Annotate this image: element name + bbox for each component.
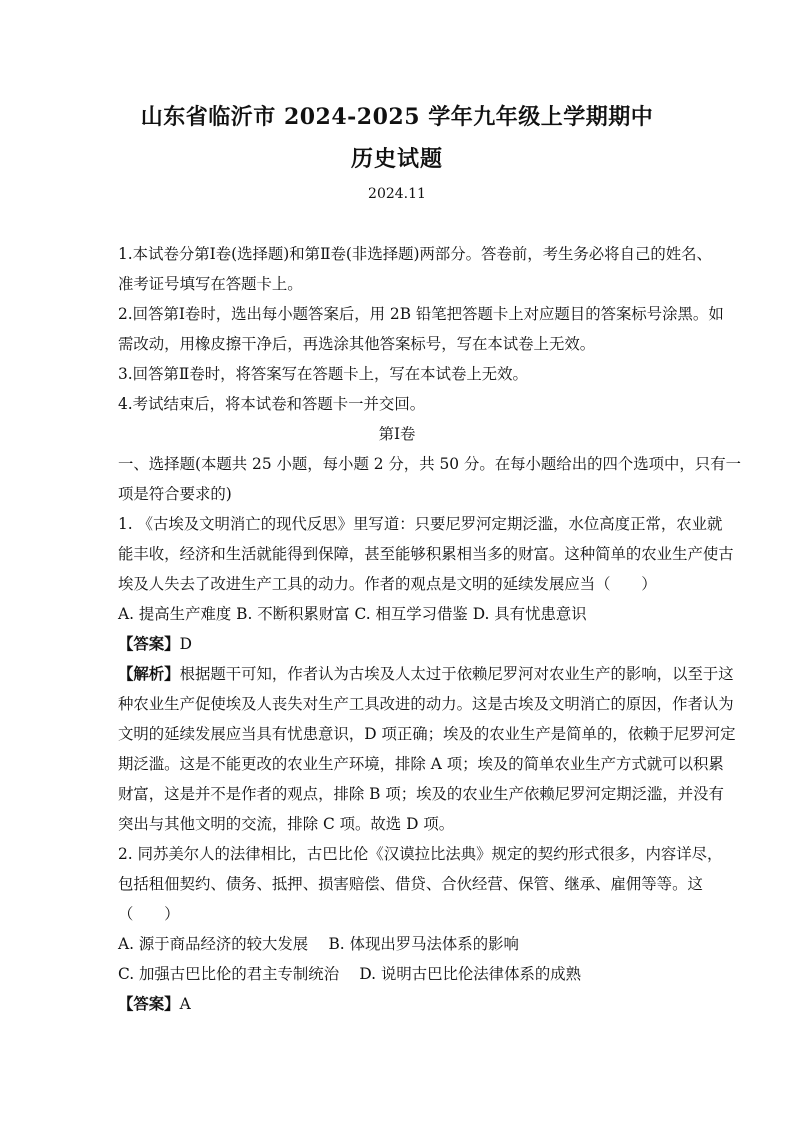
answer-tag: 【答案】 <box>118 995 180 1013</box>
question-2-option: C. 加强古巴比伦的君主专制统治 D. 说明古巴比伦法律体系的成熟 <box>118 965 582 983</box>
answer-tag: 【答案】 <box>118 635 180 653</box>
question-1-analysis <box>118 663 734 685</box>
section-heading: 项是符合要求的) <box>118 485 232 503</box>
instruction-line: 准考证号填写在答题卡上。 <box>118 275 303 293</box>
question-2-stem: 包括租佃契约、债务、抵押、损害赔偿、借贷、合伙经营、保管、继承、雇佣等等。这 <box>118 875 703 893</box>
analysis-text: 突出与其他文明的交流，排除 C 项。故选 D 项。 <box>118 815 455 833</box>
question-1-stem: 1. 《古埃及文明消亡的现代反思》里写道：只要尼罗河定期泛滥，水位高度正常，农业就 <box>118 515 723 533</box>
question-2-stem: （ ） <box>118 905 180 923</box>
question-1-options: A. 提高生产难度 B. 不断积累财富 C. 相互学习借鉴 D. 具有忧患意识 <box>118 605 587 623</box>
exam-date: 2024.11 <box>368 186 426 202</box>
question-1-stem: 埃及人失去了改进生产工具的动力。作者的观点是文明的延续发展应当（ ） <box>118 575 657 593</box>
exam-subject: 历史试题 <box>350 146 443 172</box>
instruction-line: 需改动，用橡皮擦干净后，再选涂其他答案标号，写在本试卷上无效。 <box>118 335 596 353</box>
question-2-option: A. 源于商品经济的较大发展 B. 体现出罗马法体系的影响 <box>118 935 519 953</box>
question-1-answer <box>118 633 678 655</box>
analysis-text: 根据题干可知，作者认为古埃及人太过于依赖尼罗河对农业生产的影响，以至于这 <box>179 665 734 683</box>
instruction-line: 3.回答第Ⅱ卷时，将答案写在答题卡上，写在本试卷上无效。 <box>118 365 528 383</box>
analysis-text: 文明的延续发展应当具有忧患意识，D 项正确；埃及的农业生产是简单的，依赖于尼罗河定 <box>118 725 736 743</box>
volume-label: 第Ⅰ卷 <box>378 425 416 443</box>
question-2-answer <box>118 993 678 1015</box>
exam-title: 山东省临沂市 2024-2025 学年九年级上学期期中 <box>140 104 654 130</box>
answer-value: A <box>179 995 191 1013</box>
instruction-line: 4.考试结束后，将本试卷和答题卡一并交回。 <box>118 395 426 413</box>
analysis-tag: 【解析】 <box>118 665 180 683</box>
section-heading: 一、选择题(本题共 25 小题，每小题 2 分，共 50 分。在每小题给出的四个选项中，只有一 <box>118 455 741 473</box>
answer-value: D <box>179 635 192 653</box>
instruction-line: 1.本试卷分第Ⅰ卷(选择题)和第Ⅱ卷(非选择题)两部分。答卷前，考生务必将自己的姓名、 <box>118 245 712 263</box>
question-2-stem: 2. 同苏美尔人的法律相比，古巴比伦《汉谟拉比法典》规定的契约形式很多，内容详尽， <box>118 845 723 863</box>
analysis-text: 财富，这是并不是作者的观点，排除 B 项；埃及的农业生产依赖尼罗河定期泛滥，并没有 <box>118 785 724 803</box>
question-1-stem: 能丰收，经济和生活就能得到保障，甚至能够积累相当多的财富。这种简单的农业生产使古 <box>118 545 734 563</box>
analysis-text: 种农业生产促使埃及人丧失对生产工具改进的动力。这是古埃及文明消亡的原因，作者认为 <box>118 695 734 713</box>
analysis-text: 期泛滥。这是不能更改的农业生产环境，排除 A 项；埃及的简单农业生产方式就可以积累 <box>118 755 724 773</box>
instruction-line: 2.回答第Ⅰ卷时，选出每小题答案后，用 2B 铅笔把答题卡上对应题目的答案标号涂黑。如 <box>118 305 724 323</box>
